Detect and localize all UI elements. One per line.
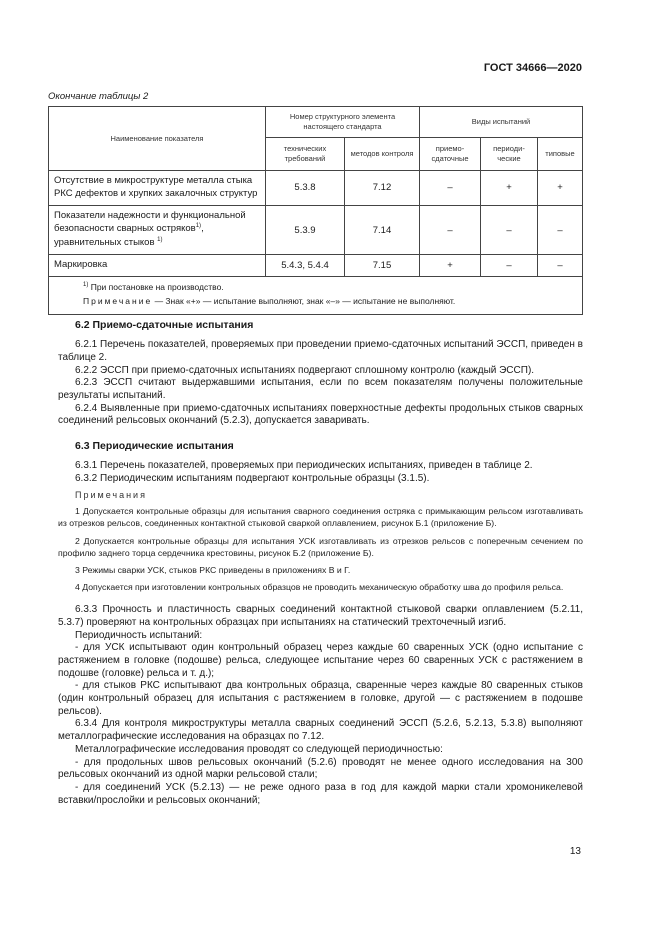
note-item: 3 Режимы сварки УСК, стыков РКС приведены в приложениях В и Г. <box>75 564 351 575</box>
note-label: Примечание <box>83 295 153 306</box>
row-type: – <box>538 255 583 277</box>
section-6-2-title: 6.2 Приемо-сдаточные испытания <box>75 319 254 331</box>
paragraph: 6.3.4 Для контроля микроструктуры металла сварных соединений ЭССП (5.2.6, 5.2.13, 5.3.8) выполняют металлографические исследования на образцах по 7.12. <box>58 718 583 743</box>
footnote-mark: 1) <box>83 282 89 289</box>
notes-title: Примечания <box>75 489 147 500</box>
note-item: 1 Допускается контрольные образцы для испытания сварного соединения остряка с примыкающим рельсом изготавливать из отрезков рельсов, соединенных контактной стыковой сваркой оплавлением, рисунок Б.1 (приложение Б). <box>58 506 583 529</box>
subheader-type: типовые <box>538 138 583 171</box>
body-text <box>58 319 583 807</box>
row-tech: 5.3.8 <box>266 171 345 206</box>
table-row <box>49 205 583 255</box>
row-periodic: – <box>481 255 538 277</box>
col-header-struct: Номер структурного элемента настоящего стандарта <box>266 107 420 138</box>
subheader-tech: технических требований <box>266 138 345 171</box>
note-item: 4 Допускается при изготовлении контрольных образцов не проводить механическую обработку шва до профиля рельса. <box>75 582 564 593</box>
row-periodic: + <box>481 171 538 206</box>
note-text: — Знак «+» — испытание выполняют, знак «–» — испытание не выполняют. <box>152 295 456 306</box>
paragraph: - для стыков РКС испытывают два контрольных образца, сваренные через каждые 80 сваренных стыков (один контрольный образец для испытания с растяжением в головке, другой — с растяжением в подошве рельсов). <box>58 680 583 717</box>
row-tech: 5.3.9 <box>266 205 345 255</box>
row-method: 7.15 <box>345 255 420 277</box>
paragraph: 6.2.3 ЭССП считают выдержавшими испытания, если по всем показателям получены положительные результаты испытаний. <box>58 377 583 402</box>
paragraph: - для соединений УСК (5.2.13) — не реже одного раза в год для каждой марки стали хромоникелевой вставки/прослойки и рельсовых окончаний; <box>58 781 583 806</box>
subheader-methods: методов контроля <box>345 138 420 171</box>
paragraph: 6.2.2 ЭССП при приемо-сдаточных испытаниях подвергают сплошному контролю (каждый ЭССП). <box>75 364 535 376</box>
paragraph: - для продольных швов рельсовых окончаний (5.2.6) проводят не менее одного исследования на 300 рельсовых окончаний из одной марки рельсовой стали; <box>58 756 583 781</box>
row-periodic: – <box>481 205 538 255</box>
col-header-types: Виды испытаний <box>420 107 583 138</box>
paragraph: Периодичность испытаний: <box>75 629 203 641</box>
paragraph: 6.2.4 Выявленные при приемо-сдаточных испытаниях поверхностные дефекты продольных стыков сварных соединений рельсовых окончаний (5.2.3), допускается заваривать. <box>58 402 583 427</box>
row-accept: – <box>420 205 481 255</box>
col-header-name: Наименование показателя <box>49 107 266 171</box>
row-tech: 5.4.3, 5.4.4 <box>266 255 345 277</box>
paragraph: 6.2.1 Перечень показателей, проверяемых при проведении приемо-сдаточных испытаний ЭССП, приведен в таблице 2. <box>58 339 583 364</box>
row-name: Маркировка <box>49 255 266 277</box>
paragraph: - для УСК испытывают один контрольный образец через каждые 60 сваренных УСК (одно испытание с растяжением в головке (подошве) рельса, следующее испытание через 60 сваренных УСК с растяжением в подошве (головке) рельса и т. д.); <box>58 642 583 679</box>
table-notes <box>49 277 583 315</box>
note-item: 2 Допускается контрольные образцы для испытания УСК изготавливать из отрезков рельсов с поперечным сечением по профилю заднего торца сердечника крестовины, рисунок Б.2 (приложение Б). <box>58 535 583 558</box>
subheader-periodic: периоди-ческие <box>481 138 538 171</box>
table-row <box>49 171 583 206</box>
subheader-accept: приемо-сдаточные <box>420 138 481 171</box>
paragraph: 6.3.2 Периодическим испытаниям подвергают контрольные образцы (3.1.5). <box>75 473 430 485</box>
table-note <box>83 295 576 309</box>
row-name: Отсутствие в микроструктуре металла стыка РКС дефектов и хрупких закалочных структур <box>49 171 266 206</box>
table-2 <box>48 106 583 315</box>
paragraph: 6.3.3 Прочность и пластичность сварных соединений контактной стыковой сварки оплавлением (5.2.11, 5.3.7) проверяют на контрольных образцах при испытаниях на статический трехточечный изгиб. <box>58 604 583 628</box>
row-name-text: Показатели надежности и функциональной безопасности сварных остряков <box>54 209 246 235</box>
footnote-ref: 1) <box>195 223 202 230</box>
row-accept: + <box>420 255 481 277</box>
row-type: – <box>538 205 583 255</box>
footnote-text: При постановке на производство. <box>90 282 224 293</box>
paragraph: Металлографические исследования проводят со следующей периодичностью: <box>75 743 443 755</box>
row-method: 7.14 <box>345 205 420 255</box>
row-name-tail: , уравнительных стыков <box>54 223 204 249</box>
table-row <box>49 255 583 277</box>
paragraph: 6.3.1 Перечень показателей, проверяемых при периодических испытаниях, приведен в таблице 2. <box>75 460 533 472</box>
section-6-3-title: 6.3 Периодические испытания <box>75 440 234 453</box>
table-caption: Окончание таблицы 2 <box>48 91 149 102</box>
row-name <box>49 205 266 255</box>
row-type: + <box>538 171 583 206</box>
footnote-ref: 1) <box>157 237 163 244</box>
row-method: 7.12 <box>345 171 420 206</box>
table-footnote <box>83 281 576 295</box>
document-id: ГОСТ 34666—2020 <box>483 62 582 74</box>
page-number: 13 <box>569 846 581 857</box>
row-accept: – <box>420 171 481 206</box>
